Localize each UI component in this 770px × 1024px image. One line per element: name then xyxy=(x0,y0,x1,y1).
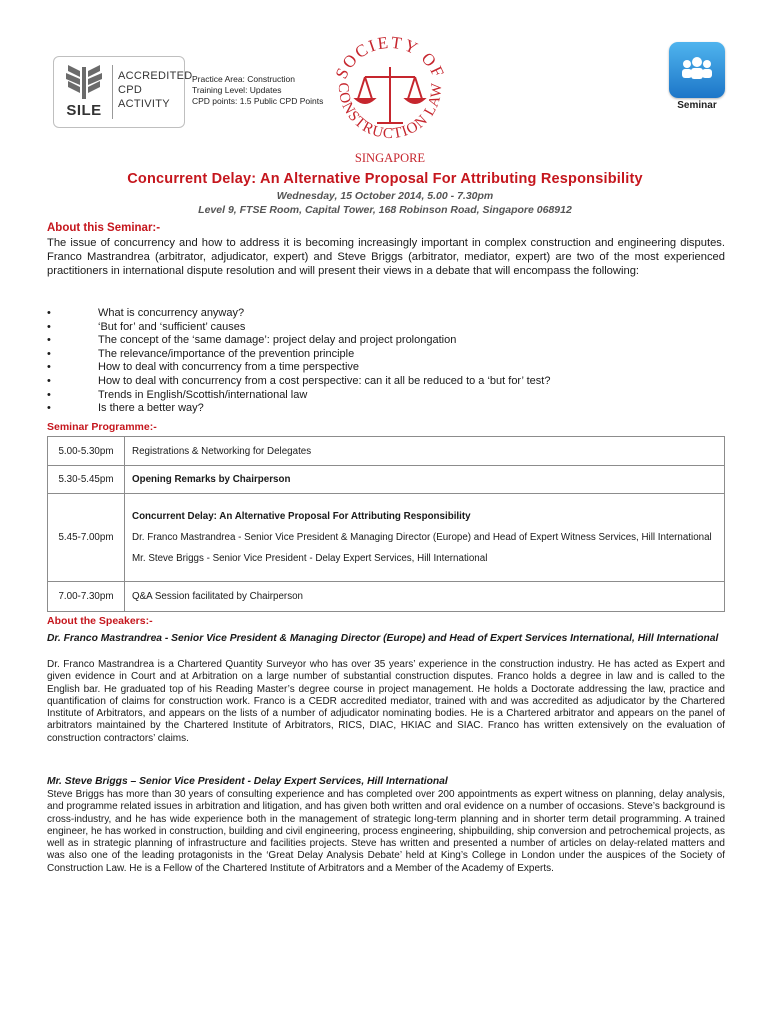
cpd-info xyxy=(192,74,323,107)
speaker-bio: Steve Briggs has more than 30 years of consulting experience and has completed over 200 appointments as expert witness on planning, delay analysis, and programme related issues in arbitration and litigation, and has given both written and oral evidence on a number of occasions. Steve’s background is cross-industry, and he has wide experience both in the management of strategic long-term planning and in shorter term detail programming. A trained engineer, he has worked in construction, building and civil engineering, process engineering, shipbuilding, ship conversion and petrochemical projects, as well as in strategic planning of infrastructure and facilities projects. Steve has written and presented a number of articles on delay-related matters and was also one of the leading protagonists in the ‘Great Delay Analysis Debate’ held at King’s College in London under the auspices of the Society of Construction Law. He is a Fellow of the Chartered Institute of Arbitrators and a Member of the Academy of Experts. xyxy=(47,789,725,874)
event-title: Concurrent Delay: An Alternative Proposal For Attributing Responsibility xyxy=(127,171,643,187)
seminar-badge xyxy=(669,42,725,98)
programme-time: 5.45-7.00pm xyxy=(48,494,125,582)
cpd-points: CPD points: 1.5 Public CPD Points xyxy=(192,96,324,106)
programme-item: Registrations & Networking for Delegates xyxy=(125,437,725,466)
list-item: • The relevance/importance of the prevention principle xyxy=(47,348,697,362)
speaker-name: Mr. Steve Briggs – Senior Vice President - Delay Expert Services, Hill International xyxy=(47,776,448,787)
table-row xyxy=(48,494,725,582)
programme-heading: Seminar Programme:- xyxy=(47,421,157,433)
table-row xyxy=(48,466,725,494)
list-item: • ‘But for’ and ‘sufficient’ causes xyxy=(47,321,697,335)
list-item: • How to deal with concurrency from a cost perspective: can it all be reduced to a ‘but for’ test? xyxy=(47,375,697,389)
sile-leaf-icon xyxy=(62,63,106,101)
event-venue: Level 9, FTSE Room, Capital Tower, 168 Robinson Road, Singapore 068912 xyxy=(198,204,572,216)
svg-text:SOCIETY OF: SOCIETY OF xyxy=(331,32,449,82)
speaker-name: Dr. Franco Mastrandrea - Senior Vice President & Managing Director (Europe) and Head of Expert Services International, Hill International xyxy=(47,633,719,644)
programme-time: 7.00-7.30pm xyxy=(48,582,125,612)
sile-divider xyxy=(112,65,113,119)
list-item: • Trends in English/Scottish/international law xyxy=(47,389,697,403)
list-item: • The concept of the ‘same damage’: project delay and project prolongation xyxy=(47,334,697,348)
programme-table xyxy=(47,436,725,612)
practice-area: Practice Area: Construction xyxy=(192,74,295,84)
programme-item xyxy=(125,494,725,582)
sile-accredited-cpd-logo xyxy=(53,56,193,128)
about-heading: About this Seminar:- xyxy=(47,222,161,234)
speaker-bio: Dr. Franco Mastrandrea is a Chartered Quantity Surveyor who has over 35 years’ experience in the construction industry. He has acted as Expert and given evidence in Court and at Arbitration on a large number of substantial construction disputes. Franco holds a degree in law and is called to the English bar. He graduated top of his Reading Master’s degree course in project management. He holds a Doctorate addressing the law, practice and quantification of claims for construction work. Franco is a CEDR accredited mediator, trained with and was accredited as adjudicator by the Chartered Institute of Arbitrators, and appears on the lists of a number of adjudicator nominating bodies. He is a Chartered arbitrator and appears on the panel of arbitrators maintained by the Chartered Institute of Arbitrators, RICS, DIAC, HKIAC and SIAC. Franco has written extensively on the evaluation of construction contractors’ claims. xyxy=(47,659,725,744)
sile-accreditation-text: ACCREDITED CPD ACTIVITY xyxy=(118,70,193,110)
about-body: The issue of concurrency and how to address it is becoming increasingly important in complex construction and engineering disputes. Franco Mastrandrea (arbitrator, adjudicator, expert) and Steve Briggs (arbitrator, mediator, expert) are two of the most experienced practitioners in international dispute resolution and will present their views in a debate that will encompass the following: xyxy=(47,237,725,277)
programme-session-title: Concurrent Delay: An Alternative Proposal For Attributing Responsibility xyxy=(132,511,471,522)
programme-speaker: Mr. Steve Briggs - Senior Vice President - Delay Expert Services, Hill International xyxy=(132,553,488,564)
table-row xyxy=(48,437,725,466)
people-group-icon xyxy=(669,42,725,98)
seminar-badge-label: Seminar xyxy=(677,100,717,111)
topic-list xyxy=(47,307,697,416)
programme-item: Opening Remarks by Chairperson xyxy=(125,466,725,494)
list-item: • What is concurrency anyway? xyxy=(47,307,697,321)
table-row xyxy=(48,582,725,612)
sile-wordmark: SILE xyxy=(66,102,102,119)
list-item: • Is there a better way? xyxy=(47,402,697,416)
speakers-heading: About the Speakers:- xyxy=(47,615,153,627)
society-of-construction-law-logo xyxy=(325,25,455,165)
list-item: • How to deal with concurrency from a time perspective xyxy=(47,361,697,375)
training-level: Training Level: Updates xyxy=(192,85,282,95)
programme-time: 5.30-5.45pm xyxy=(48,466,125,494)
event-date: Wednesday, 15 October 2014, 5.00 - 7.30pm xyxy=(276,190,494,202)
society-country: SINGAPORE xyxy=(354,151,426,165)
programme-time: 5.00-5.30pm xyxy=(48,437,125,466)
programme-item: Q&A Session facilitated by Chairperson xyxy=(125,582,725,612)
svg-text:CONSTRUCTION LAW: CONSTRUCTION LAW xyxy=(334,81,446,143)
programme-speaker: Dr. Franco Mastrandrea - Senior Vice President & Managing Director (Europe) and Head of Expert Witness Services, Hill International xyxy=(132,532,712,543)
